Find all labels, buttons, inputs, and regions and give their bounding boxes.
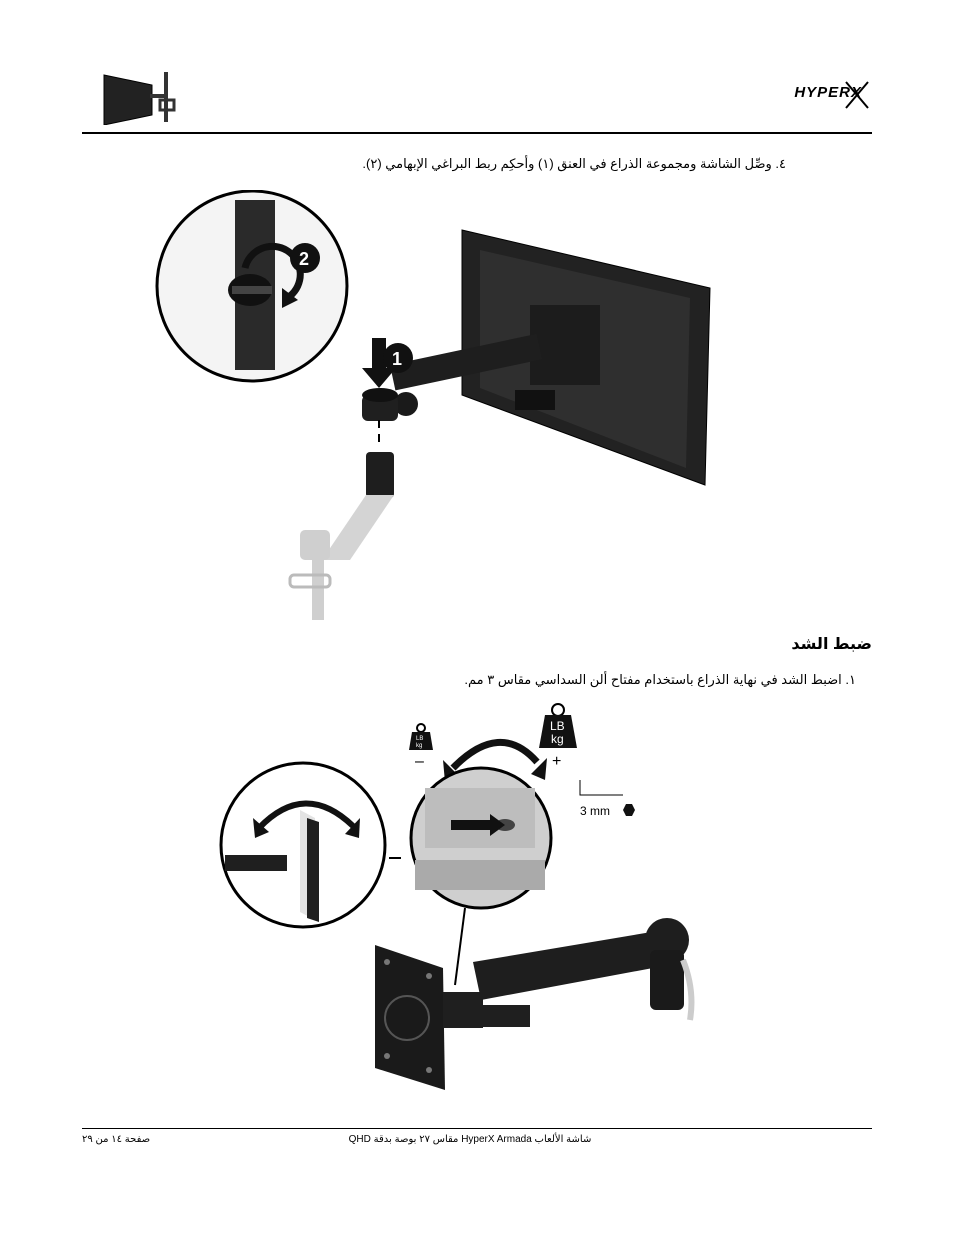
- brand-logo: [772, 78, 872, 112]
- callout-1: 1: [392, 349, 403, 369]
- weight-light-icon: [409, 724, 433, 750]
- monitor-arm-icon: [102, 70, 182, 125]
- svg-text:LB: LB: [550, 719, 565, 733]
- callout-2: 2: [299, 249, 310, 269]
- logo-x-mark-icon: [842, 78, 872, 112]
- weight-heavy-icon: [539, 704, 577, 748]
- svg-text:kg: kg: [551, 732, 564, 746]
- tool-size-label: 3 mm: [580, 804, 610, 818]
- brand-logo-text: HYPERX: [794, 84, 862, 101]
- svg-text:LB: LB: [416, 736, 424, 742]
- footer-page-number: صفحة ١٤ من ٢٩: [82, 1134, 151, 1145]
- figure-tension-adjust: [215, 700, 705, 1100]
- footer-document-title: شاشة الألعاب HyperX Armada مقاس ٢٧ بوصة بدقة QHD: [348, 1134, 592, 1145]
- curved-double-arrow-icon: [453, 742, 537, 768]
- header-divider: [82, 132, 872, 134]
- step-4-text: ٤. وصِّل الشاشة ومجموعة الذراع في العنق (١) وأحكِم ربط البراغي الإبهامي (٢).: [362, 156, 786, 171]
- neck-post: [366, 452, 394, 498]
- step-1-text: ١. اضبط الشد في نهاية الذراع باستخدام مفتاح ألن السداسي مقاس ٣ مم.: [464, 672, 856, 687]
- footer-divider: [82, 1128, 872, 1129]
- hex-key-icon: [623, 804, 635, 816]
- header: [82, 60, 872, 132]
- section-title: ضبط الشد: [791, 636, 872, 653]
- figure-monitor-attach: [150, 190, 730, 620]
- svg-text:kg: kg: [416, 743, 423, 749]
- minus-label: –: [415, 753, 424, 770]
- plus-label: +: [552, 753, 562, 770]
